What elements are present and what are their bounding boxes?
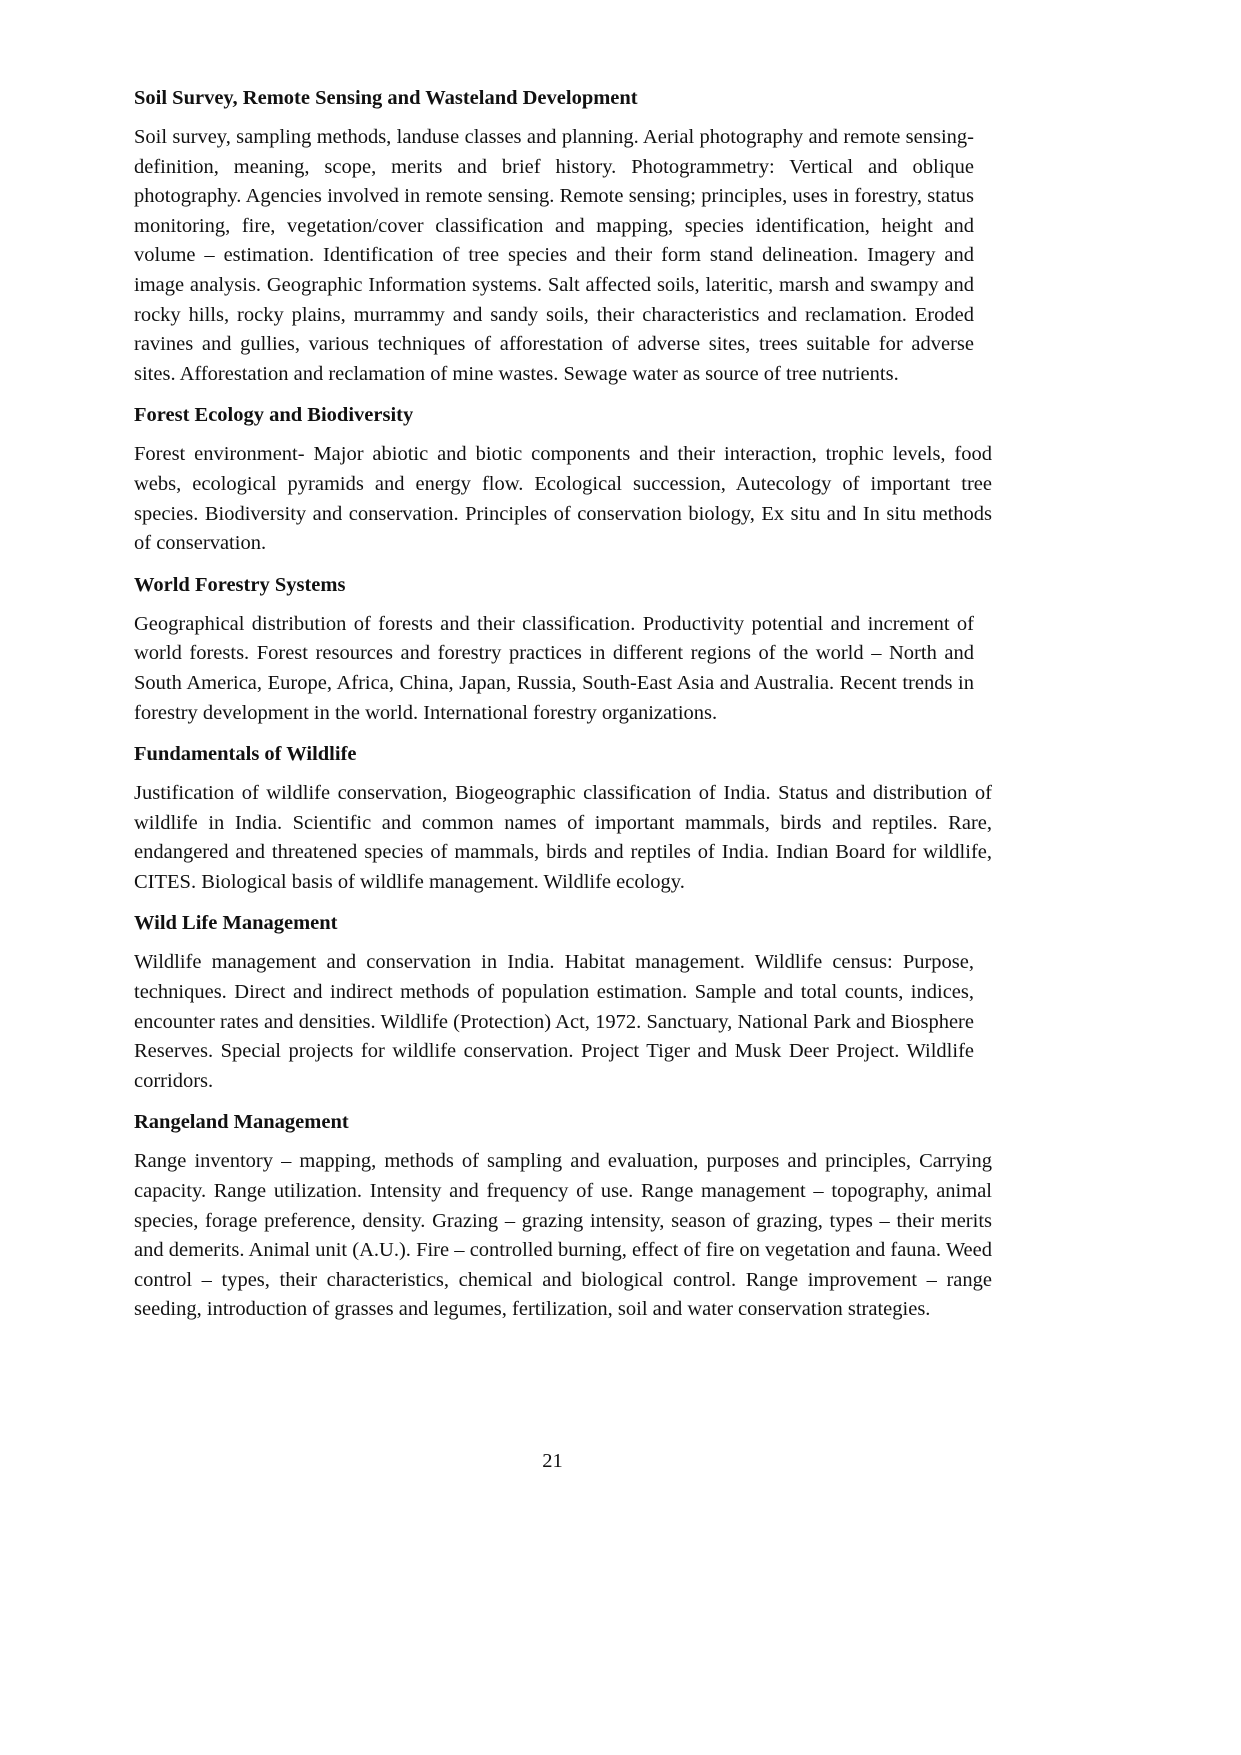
section-forest-ecology <box>134 401 992 558</box>
section-body: Range inventory – mapping, methods of sampling and evaluation, purposes and principles, Carrying capacity. Range utilization. Intensity and frequency of use. Range management – topography, animal species, forage preference, density. Grazing – grazing intensity, season of grazing, types – their merits and demerits. Animal unit (A.U.). Fire – controlled burning, effect of fire on vegetation and fauna. Weed control – types, their characteristics, chemical and biological control. Range improvement – range seeding, introduction of grasses and legumes, fertilization, soil and water conservation strategies. <box>134 1150 992 1321</box>
page-number: 21 <box>542 1450 563 1472</box>
section-world-forestry <box>134 571 974 728</box>
section-body: Wildlife management and conservation in India. Habitat management. Wildlife census: Purpose, techniques. Direct and indirect methods of population estimation. Sample and total counts, indices, encounter rates and densities. Wildlife (Protection) Act, 1972. Sanctuary, National Park and Biosphere Reserves. Special projects for wildlife conservation. Project Tiger and Musk Deer Project. Wildlife corridors. <box>134 951 974 1092</box>
section-body: Geographical distribution of forests and their classification. Productivity potential and increment of world forests. Forest resources and forestry practices in different regions of the world – North and South America, Europe, Africa, China, Japan, Russia, South-East Asia and Australia. Recent trends in forestry development in the world. International forestry organizations. <box>134 612 974 724</box>
section-title: Soil Survey, Remote Sensing and Wasteland Development <box>134 87 638 109</box>
section-title: Wild Life Management <box>134 912 338 935</box>
document-page <box>134 84 992 1337</box>
section-rangeland-management <box>134 1108 992 1325</box>
section-body: Justification of wildlife conservation, Biogeographic classification of India. Status and distribution of wildlife in India. Scientific and common names of important mammals, birds and reptiles. Rare, endangered and threatened species of mammals, birds and reptiles of India. Indian Board for wildlife, CITES. Biological basis of wildlife management. Wildlife ecology. <box>134 782 992 893</box>
section-title: Rangeland Management <box>134 1111 349 1134</box>
section-title: World Forestry Systems <box>134 573 346 596</box>
section-title: Forest Ecology and Biodiversity <box>134 404 414 427</box>
section-wildlife-management <box>134 909 974 1096</box>
section-soil-survey <box>134 84 974 389</box>
section-title: Fundamentals of Wildlife <box>134 743 357 766</box>
section-fundamentals-wildlife <box>134 740 992 897</box>
section-body: Forest environment- Major abiotic and biotic components and their interaction, trophic levels, food webs, ecological pyramids and energy flow. Ecological succession, Autecology of important tree species. Biodiversity and conservation. Principles of conservation biology, Ex situ and In situ methods of conservation. <box>134 443 992 555</box>
section-body: Soil survey, sampling methods, landuse classes and planning. Aerial photography and remote sensing-definition, meaning, scope, merits and brief history. Photogrammetry: Vertical and oblique photography. Agencies involved in remote sensing. Remote sensing; principles, uses in forestry, status monitoring, fire, vegetation/cover classification and mapping, species identification, height and volume – estimation. Identification of tree species and their form stand delineation. Imagery and image analysis. Geographic Information systems. Salt affected soils, lateritic, marsh and swampy and rocky hills, rocky plains, murrammy and sandy soils, their characteristics and reclamation. Eroded ravines and gullies, various techniques of afforestation of adverse sites, trees suitable for adverse sites. Afforestation and reclamation of mine wastes. Sewage water as source of tree nutrients. <box>134 126 974 385</box>
